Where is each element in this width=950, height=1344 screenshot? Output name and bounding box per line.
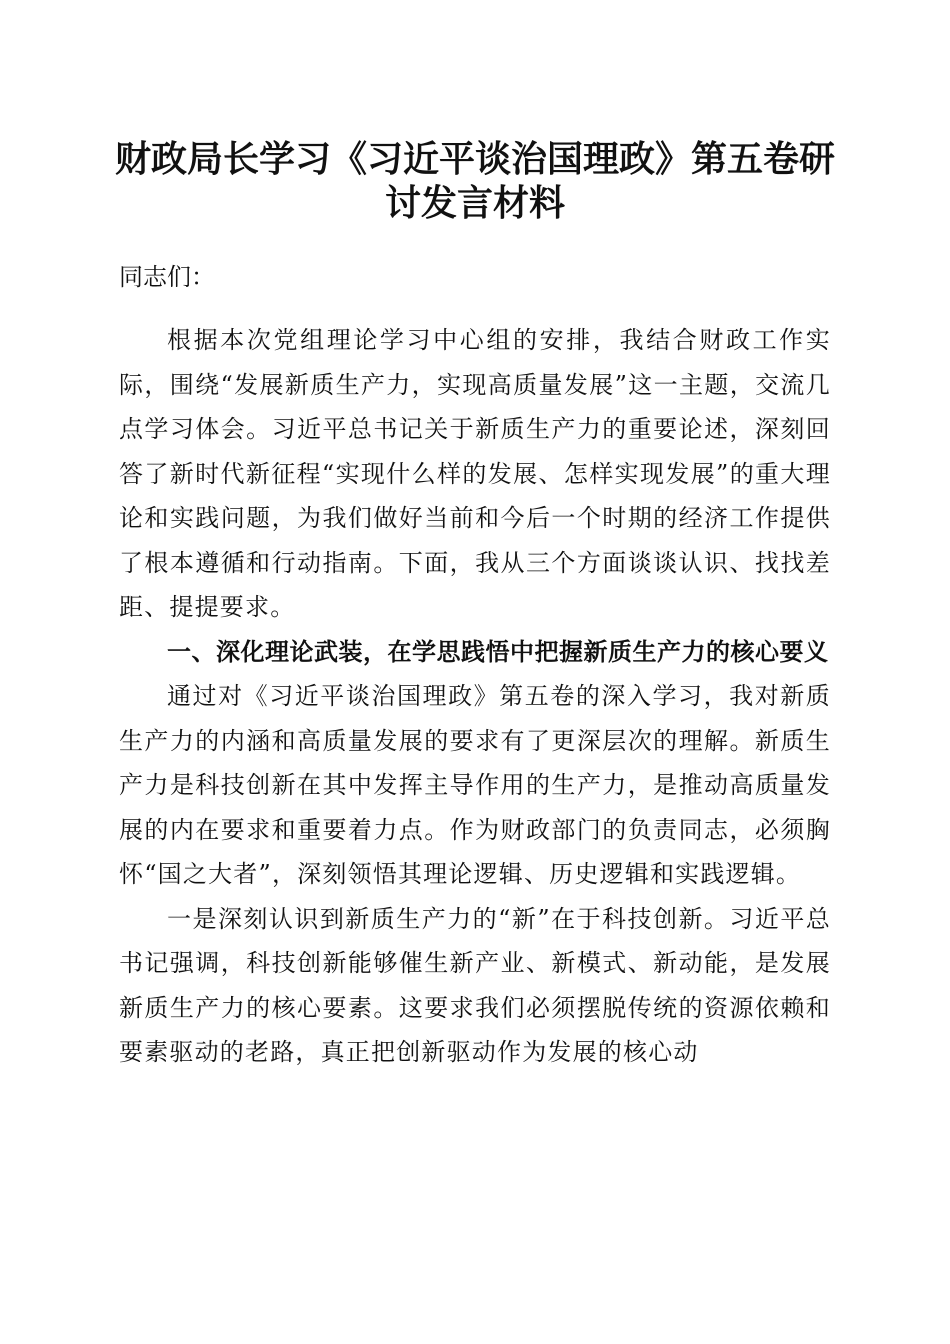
document-title-line-2: 讨发言材料: [384, 182, 565, 224]
section-heading-1: 一、深化理论武装，在学思践悟中把握新质生产力的核心要义: [167, 637, 829, 666]
paragraph-section-1: 通过对《习近平谈治国理政》第五卷的深入学习，我对新质生产力的内涵和高质量发展的要求有了更深层次的理解。新质生产力是科技创新在其中发挥主导作用的生产力，是推动高质量发展的内在要求和重要着力点。作为财政部门的负责同志，必须胸怀“国之大者”，深刻领悟其理论逻辑、历史逻辑和实践逻辑。: [119, 682, 831, 888]
salutation: 同志们：: [119, 263, 215, 291]
paragraph-intro: 根据本次党组理论学习中心组的安排，我结合财政工作实际，围绕“发展新质生产力，实现高质量发展”这一主题，交流几点学习体会。习近平总书记关于新质生产力的重要论述，深刻回答了新时代新征程“实现什么样的发展、怎样实现发展”的重大理论和实践问题，为我们做好当前和今后一个时期的经济工作提供了根本遵循和行动指南。下面，我从三个方面谈谈认识、找找差距、提提要求。: [119, 326, 831, 621]
paragraph-point-1: 一是深刻认识到新质生产力的“新”在于科技创新。习近平总书记强调，科技创新能够催生新产业、新模式、新动能，是发展新质生产力的核心要素。这要求我们必须摆脱传统的资源依赖和要素驱动的老路，真正把创新驱动作为发展的核心动: [119, 904, 831, 1066]
document-body: [119, 318, 831, 1075]
document-title-line-1: 财政局长学习《习近平谈治国理政》第五卷研: [114, 138, 835, 180]
